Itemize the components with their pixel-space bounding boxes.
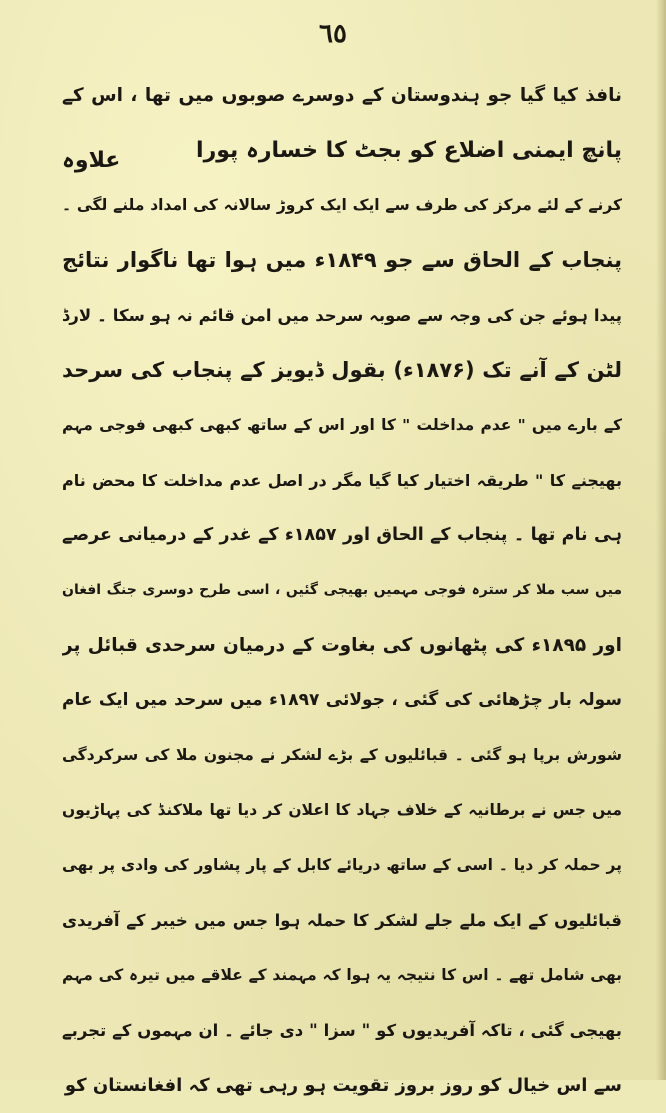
text-line-3: کرنے کے لئے مرکز کی طرف سے ایک ایک کروڑ سالانہ کی امداد ملنے لگی ۔ — [62, 196, 622, 214]
text-line-19: سے اس خیال کو روز بروز تقویت ہو رہی تھی کہ افغانستان کو — [64, 1075, 622, 1096]
text-line-11: اور ۱۸۹۵ء کی پٹھانوں کی بغاوت کے درمیان سرحدی قبائل پر — [62, 635, 622, 656]
text-line-10: میں سب ملا کر سترہ فوجی مہمیں بھیجی گئیں ، اسی طرح دوسری جنگ افغان — [62, 582, 622, 598]
page-text-body — [62, 68, 622, 1113]
text-line-12: سولہ بار چڑھائی کی گئی ، جولائی ۱۸۹۷ء میں سرحد میں ایک عام — [62, 690, 622, 710]
text-line-2-trailing-word: علاوہ — [62, 148, 121, 173]
text-line-1: نافذ کیا گیا جو ہندوستان کے دوسرے صوبوں میں تھا ، اس کے — [62, 85, 622, 106]
text-line-5: پیدا ہوئے جن کی وجہ سے صوبہ سرحد میں امن قائم نہ ہو سکا ۔ لارڈ — [62, 306, 622, 325]
text-line-8: بھیجنے کا " طریقہ اختیار کیا گیا مگر در اصل عدم مداخلت کا محض نام — [62, 471, 622, 490]
page-number: ٦٥ — [319, 19, 347, 49]
text-line-2-main: پانچ ایمنی اضلاع کو بجٹ کا خسارہ پورا — [196, 138, 622, 163]
text-line-14: میں جس نے برطانیہ کے خلاف جہاد کا اعلان کر دیا تھا ملاکنڈ کی پہاڑیوں — [62, 801, 622, 819]
text-line-6: لٹن کے آنے تک (۱۸۷۶ء) بقول ڈیویز کے پنجاب کی سرحد — [62, 358, 622, 382]
text-line-9: ہی نام تھا ۔ پنجاب کے الحاق اور ۱۸۵۷ء کے غدر کے درمیانی عرصے — [62, 525, 622, 545]
text-line-15: پر حملہ کر دیا ۔ اسی کے ساتھ دریائے کابل کے پار پشاور کی وادی پر بھی — [62, 856, 622, 874]
text-line-13: شورش برپا ہو گئی ۔ قبائلیوں کے بڑے لشکر نے مجنون ملا کی سرکردگی — [62, 746, 622, 764]
text-line-17: بھی شامل تھے ۔ اس کا نتیجہ یہ ہوا کہ مہمند کے علاقے میں تیرہ کی مہم — [62, 966, 622, 984]
text-line-7: کے بارے میں " عدم مداخلت " کا اور اس کے ساتھ کبھی کبھی فوجی مہم — [62, 416, 622, 434]
text-line-18: بھیجی گئی ، تاکہ آفریدیوں کو " سزا " دی جائے ۔ ان مہموں کے تجربے — [62, 1021, 622, 1040]
text-line-2 — [62, 123, 622, 178]
text-line-16: قبائلیوں کے ایک ملے جلے لشکر کا حملہ ہوا جس میں خیبر کے آفریدی — [62, 911, 622, 930]
text-line-4: پنجاب کے الحاق سے جو ۱۸۴۹ء میں ہوا تھا ناگوار نتائج — [62, 248, 622, 272]
